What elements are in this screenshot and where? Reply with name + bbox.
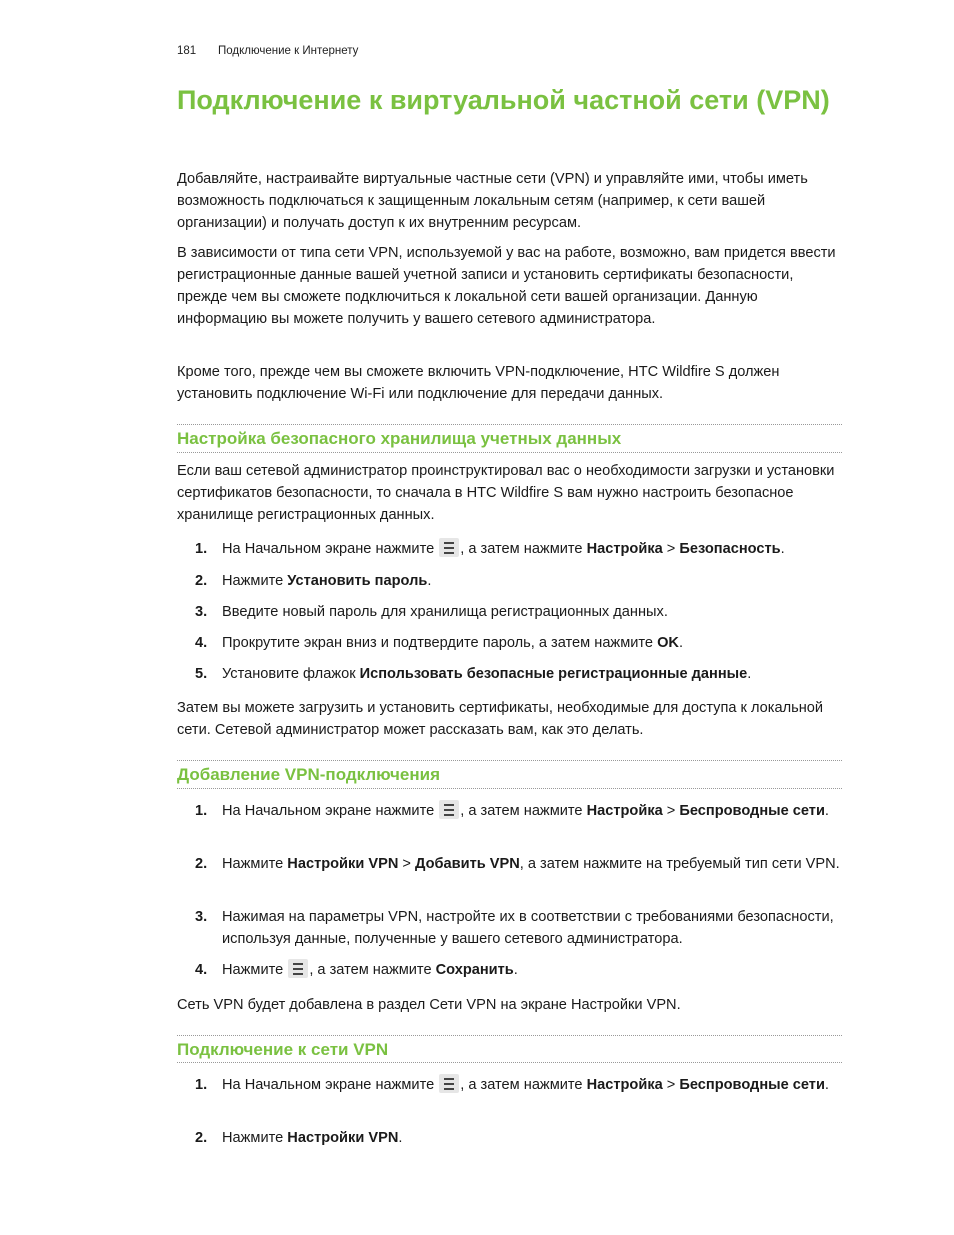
intro-paragraph-2: В зависимости от типа сети VPN, используемой у вас на работе, возможно, вам придется ввести регистрационные данные вашей учетной записи и установить сертификаты безопасности, прежде чем вы сможете подключиться к локальной сети вашей организации. Данную информацию вы можете получить у вашего сетевого администратора.: [177, 245, 836, 327]
step-number: 2.: [195, 1130, 208, 1146]
step-number: 3.: [195, 604, 208, 620]
section-divider: [177, 1035, 842, 1036]
section1-intro: Если ваш сетевой администратор проинструктировал вас о необходимости загрузки и установки сертификатов безопасности, то сначала в HTC Wildfire S вам нужно настроить безопасное хранилище регистрационных данных.: [177, 463, 835, 523]
section-divider: [177, 788, 842, 789]
page-number: 181: [177, 45, 197, 57]
intro-paragraph-1: Добавляйте, настраивайте виртуальные частные сети (VPN) и управляйте ими, чтобы иметь возможность подключаться к защищенным локальным сетям (например, к сети вашей организации) и получать доступ к их внутренним ресурсам.: [177, 171, 808, 231]
step-number: 1.: [195, 803, 208, 819]
step-number: 2.: [195, 856, 208, 872]
section2-outro: Сеть VPN будет добавлена в раздел Сети VPN на экране Настройки VPN.: [177, 997, 681, 1013]
section1-outro: Затем вы можете загрузить и установить сертификаты, необходимые для доступа к локальной сети. Сетевой администратор может рассказать вам, как это делать.: [177, 700, 824, 738]
step-number: 4.: [195, 962, 208, 978]
menu-icon: [439, 538, 459, 557]
step-number: 1.: [195, 1077, 208, 1093]
step-number: 5.: [195, 666, 208, 682]
section-divider: [177, 760, 842, 761]
chapter-title: Подключение к Интернету: [218, 45, 359, 57]
running-header: [177, 45, 358, 57]
step-number: 3.: [195, 909, 208, 925]
menu-icon: [439, 1074, 459, 1093]
step-number: 1.: [195, 541, 208, 557]
section-divider: [177, 1062, 842, 1063]
section-heading-add-vpn: Добавление VPN-подключения: [177, 765, 440, 784]
section-divider: [177, 452, 842, 453]
page-title: Подключение к виртуальной частной сети (VPN): [177, 85, 830, 115]
menu-icon: [439, 800, 459, 819]
section-divider: [177, 424, 842, 425]
intro-paragraph-3: Кроме того, прежде чем вы сможете включить VPN-подключение, HTC Wildfire S должен установить подключение Wi-Fi или подключение для передачи данных.: [177, 364, 780, 402]
menu-icon: [288, 959, 308, 978]
section-heading-credentials: Настройка безопасного хранилища учетных данных: [177, 429, 622, 448]
step-number: 2.: [195, 573, 208, 589]
section-heading-connect-vpn: Подключение к сети VPN: [177, 1040, 389, 1059]
step-number: 4.: [195, 635, 208, 651]
